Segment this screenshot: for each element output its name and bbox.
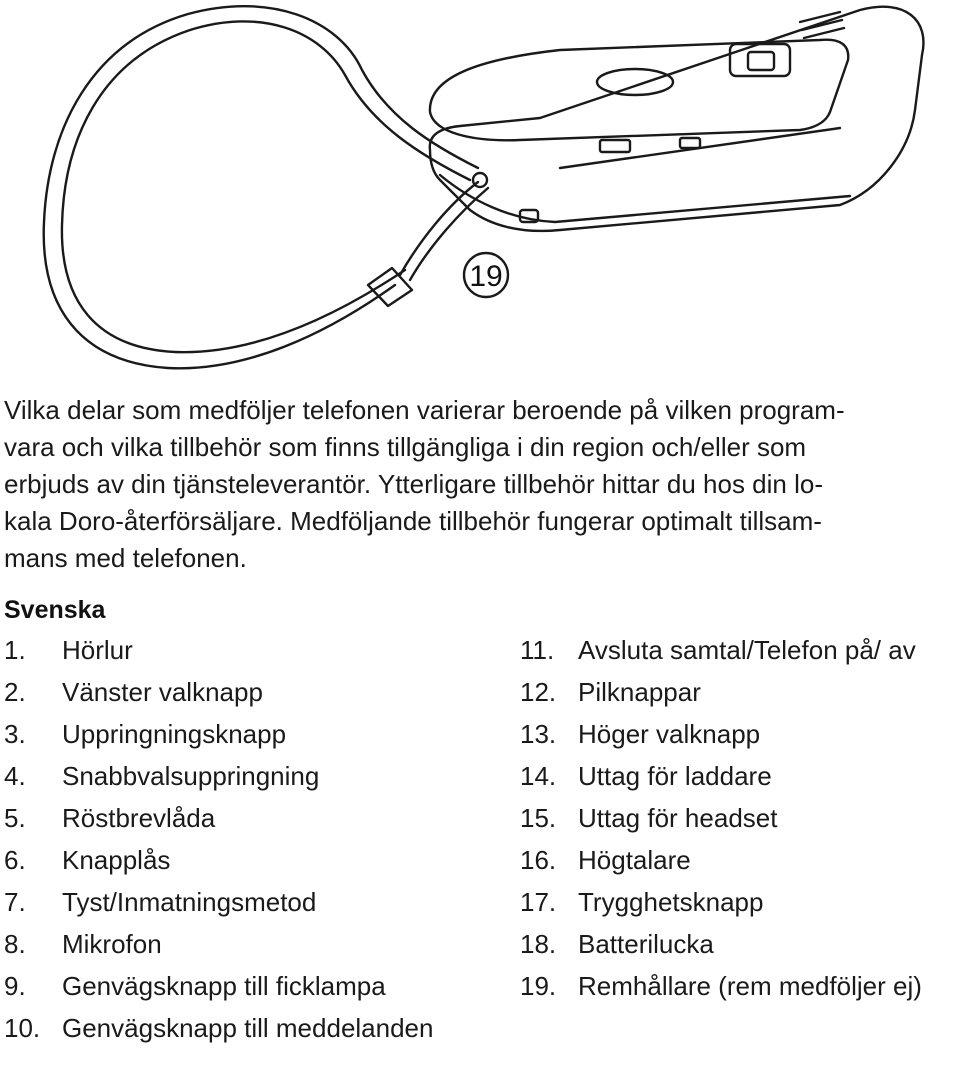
section-title: Svenska — [4, 596, 106, 624]
list-item: 2. Vänster valknapp — [4, 677, 263, 707]
intro-line: kala Doro-återförsäljare. Medföljande tillbehör fungerar optimalt tillsam- — [4, 506, 822, 536]
intro-line: mans med telefonen. — [4, 543, 247, 573]
battery-cover — [430, 40, 848, 141]
list-item: 15. Uttag för headset — [520, 803, 778, 833]
parts-list-left — [4, 634, 474, 1054]
list-item: 16. Högtalare — [520, 845, 691, 875]
list-item: 18. Batterilucka — [520, 929, 714, 959]
list-item: 4. Snabbvalsuppringning — [4, 761, 320, 791]
phone-body — [430, 7, 924, 231]
list-item: 10. Genvägsknapp till meddelanden — [4, 1013, 434, 1043]
phone-lanyard-illustration — [0, 0, 960, 380]
intro-line: vara och vilka tillbehör som finns tillgängliga i din region och/eller som — [4, 432, 807, 462]
list-item: 8. Mikrofon — [4, 929, 162, 959]
intro-paragraph — [4, 392, 954, 577]
list-item: 13. Höger valknapp — [520, 719, 761, 749]
list-item: 5. Röstbrevlåda — [4, 803, 216, 833]
list-item: 12. Pilknappar — [520, 677, 701, 707]
list-item: 19. Remhållare (rem medföljer ej) — [520, 971, 922, 1001]
list-item: 11. Avsluta samtal/Telefon på/ av — [520, 635, 916, 665]
intro-line: Vilka delar som medföljer telefonen varierar beroende på vilken program- — [4, 395, 845, 425]
lanyard-strap-outer — [62, 21, 470, 352]
intro-line: erbjuds av din tjänsteleverantör. Ytterligare tillbehör hittar du hos din lo- — [4, 469, 823, 499]
list-item: 1. Hörlur — [4, 635, 133, 665]
parts-list-right — [520, 634, 955, 1012]
list-item: 7. Tyst/Inmatningsmetod — [4, 887, 317, 917]
svg-text:19: 19 — [469, 260, 503, 293]
callout-19 — [464, 253, 508, 297]
list-item: 3. Uppringningsknapp — [4, 719, 287, 749]
list-item: 9. Genvägsknapp till ficklampa — [4, 971, 386, 1001]
lanyard-strap-inner — [44, 6, 478, 368]
list-item: 14. Uttag för laddare — [520, 761, 772, 791]
list-item: 6. Knapplås — [4, 845, 171, 875]
list-item: 17. Trygghetsknapp — [520, 887, 764, 917]
